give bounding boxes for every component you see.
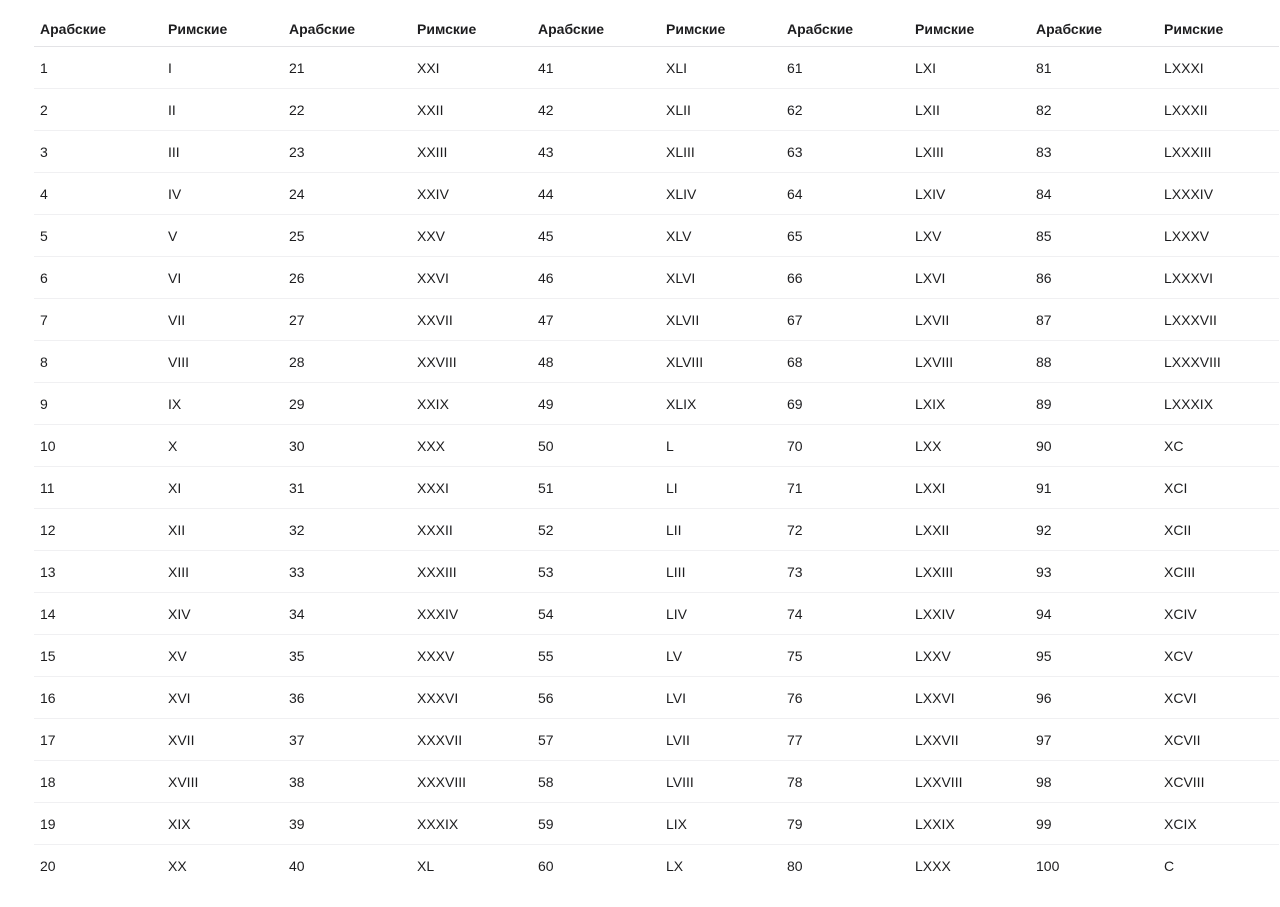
arabic-number-cell: 17: [34, 719, 162, 761]
table-row: [34, 635, 1279, 677]
table-row: [34, 173, 1279, 215]
arabic-number-cell: 33: [283, 551, 411, 593]
column-header-roman: Римские: [909, 12, 1030, 47]
arabic-number-cell: 55: [532, 635, 660, 677]
arabic-number-cell: 88: [1030, 341, 1158, 383]
arabic-number-cell: 61: [781, 47, 909, 89]
roman-numeral-cell: XLI: [660, 47, 781, 89]
roman-numeral-cell: VI: [162, 257, 283, 299]
roman-numeral-cell: XCVII: [1158, 719, 1279, 761]
arabic-number-cell: 13: [34, 551, 162, 593]
roman-numeral-cell: XIV: [162, 593, 283, 635]
arabic-number-cell: 93: [1030, 551, 1158, 593]
arabic-number-cell: 6: [34, 257, 162, 299]
arabic-number-cell: 35: [283, 635, 411, 677]
arabic-number-cell: 42: [532, 89, 660, 131]
arabic-number-cell: 71: [781, 467, 909, 509]
arabic-number-cell: 39: [283, 803, 411, 845]
table-body: [34, 47, 1279, 887]
arabic-number-cell: 67: [781, 299, 909, 341]
arabic-number-cell: 84: [1030, 173, 1158, 215]
roman-numeral-cell: LXXIX: [909, 803, 1030, 845]
roman-numeral-cell: LXXXIX: [1158, 383, 1279, 425]
arabic-number-cell: 68: [781, 341, 909, 383]
roman-numeral-cell: II: [162, 89, 283, 131]
arabic-number-cell: 15: [34, 635, 162, 677]
arabic-number-cell: 34: [283, 593, 411, 635]
table-row: [34, 845, 1279, 887]
arabic-number-cell: 78: [781, 761, 909, 803]
roman-numeral-cell: XXX: [411, 425, 532, 467]
arabic-number-cell: 38: [283, 761, 411, 803]
roman-numeral-cell: LIX: [660, 803, 781, 845]
roman-numeral-cell: XL: [417, 857, 435, 874]
column-header-roman: Римские: [411, 12, 532, 47]
roman-numeral-cell: XXXI: [411, 467, 532, 509]
roman-numeral-cell: XVI: [162, 677, 283, 719]
roman-numeral-cell: XLVII: [660, 299, 781, 341]
roman-numeral-cell: LXIX: [909, 383, 1030, 425]
arabic-number-cell: 29: [283, 383, 411, 425]
roman-numeral-cell: C: [1164, 857, 1175, 874]
arabic-number-cell: 30: [283, 425, 411, 467]
arabic-number-cell: 31: [283, 467, 411, 509]
column-header-roman: Римские: [1158, 12, 1279, 47]
roman-numeral-cell: XLIII: [660, 131, 781, 173]
arabic-number-cell: 22: [283, 89, 411, 131]
column-header-arabic: Арабские: [532, 12, 660, 47]
arabic-number-cell: 28: [283, 341, 411, 383]
roman-numeral-cell: XXVI: [411, 257, 532, 299]
roman-numeral-cell: LVIII: [660, 761, 781, 803]
arabic-number-cell: 50: [532, 425, 660, 467]
roman-numeral-cell: XXII: [411, 89, 532, 131]
roman-numeral-cell: XX: [168, 857, 187, 874]
roman-numeral-cell: XLVI: [660, 257, 781, 299]
arabic-number-cell: 26: [283, 257, 411, 299]
arabic-number-cell: 37: [283, 719, 411, 761]
roman-numeral-cell: LXXX: [915, 857, 951, 874]
roman-numeral-cell: XLII: [660, 89, 781, 131]
arabic-number-cell: 21: [283, 47, 411, 89]
arabic-number-cell: 57: [532, 719, 660, 761]
roman-numeral-cell: XXXII: [411, 509, 532, 551]
roman-numeral-cell: LXXVI: [909, 677, 1030, 719]
arabic-number-cell: 7: [34, 299, 162, 341]
arabic-number-cell: 3: [34, 131, 162, 173]
arabic-number-cell: 47: [532, 299, 660, 341]
roman-numeral-cell: XC: [1158, 425, 1279, 467]
roman-numeral-cell: XVII: [162, 719, 283, 761]
arabic-number-cell: 87: [1030, 299, 1158, 341]
roman-numeral-cell: LXXXVIII: [1158, 341, 1279, 383]
roman-numeral-cell: LXXXI: [1158, 47, 1279, 89]
arabic-number-cell: 98: [1030, 761, 1158, 803]
roman-numeral-cell: LII: [660, 509, 781, 551]
arabic-number-cell: 5: [34, 215, 162, 257]
column-header-arabic: Арабские: [781, 12, 909, 47]
roman-numeral-cell: X: [162, 425, 283, 467]
arabic-number-cell: 49: [532, 383, 660, 425]
table-row: [34, 131, 1279, 173]
roman-numeral-cell: LXXVIII: [909, 761, 1030, 803]
roman-numeral-cell: LIV: [660, 593, 781, 635]
arabic-number-cell: 100: [1036, 857, 1060, 874]
roman-numeral-cell: XXIII: [411, 131, 532, 173]
roman-numeral-cell: VII: [162, 299, 283, 341]
column-header-roman: Римские: [660, 12, 781, 47]
roman-numeral-cell: XVIII: [162, 761, 283, 803]
column-header-arabic: Арабские: [283, 12, 411, 47]
roman-numeral-cell: XXVII: [411, 299, 532, 341]
arabic-number-cell: 73: [781, 551, 909, 593]
roman-numeral-cell: LXXII: [909, 509, 1030, 551]
table-row: [34, 47, 1279, 89]
arabic-number-cell: 59: [532, 803, 660, 845]
roman-numeral-cell: XXI: [411, 47, 532, 89]
roman-numeral-cell: LXII: [909, 89, 1030, 131]
arabic-number-cell: 66: [781, 257, 909, 299]
roman-numeral-cell: LIII: [660, 551, 781, 593]
table-row: [34, 341, 1279, 383]
arabic-number-cell: 40: [289, 857, 305, 874]
arabic-number-cell: 20: [40, 857, 56, 874]
table-row: [34, 761, 1279, 803]
arabic-number-cell: 16: [34, 677, 162, 719]
roman-numeral-cell: XII: [162, 509, 283, 551]
roman-numeral-cell: LXXXIII: [1158, 131, 1279, 173]
table-row: [34, 593, 1279, 635]
table-row: [34, 425, 1279, 467]
column-header-arabic: Арабские: [1030, 12, 1158, 47]
roman-numeral-cell: III: [162, 131, 283, 173]
arabic-number-cell: 99: [1030, 803, 1158, 845]
roman-numeral-cell: XLV: [660, 215, 781, 257]
roman-numeral-cell: VIII: [162, 341, 283, 383]
roman-numeral-cell: XXXVIII: [411, 761, 532, 803]
arabic-number-cell: 12: [34, 509, 162, 551]
arabic-number-cell: 24: [283, 173, 411, 215]
arabic-number-cell: 41: [532, 47, 660, 89]
roman-numeral-cell: LXVIII: [909, 341, 1030, 383]
arabic-number-cell: 86: [1030, 257, 1158, 299]
roman-numeral-cell: LXIII: [909, 131, 1030, 173]
table-row: [34, 89, 1279, 131]
roman-numeral-cell: LXXIII: [909, 551, 1030, 593]
roman-numerals-table-container: [34, 12, 1246, 886]
roman-numeral-cell: XXXIII: [411, 551, 532, 593]
arabic-number-cell: 27: [283, 299, 411, 341]
table-row: [34, 215, 1279, 257]
roman-numeral-cell: XLIX: [660, 383, 781, 425]
arabic-number-cell: 23: [283, 131, 411, 173]
roman-numeral-cell: XI: [162, 467, 283, 509]
roman-numeral-cell: XXVIII: [411, 341, 532, 383]
arabic-number-cell: 83: [1030, 131, 1158, 173]
roman-numeral-cell: XXXIV: [411, 593, 532, 635]
arabic-number-cell: 53: [532, 551, 660, 593]
roman-numeral-cell: IX: [162, 383, 283, 425]
roman-numeral-cell: XCIX: [1158, 803, 1279, 845]
roman-numeral-cell: LXXXII: [1158, 89, 1279, 131]
arabic-number-cell: 1: [34, 47, 162, 89]
arabic-number-cell: 58: [532, 761, 660, 803]
roman-numeral-cell: LXXXV: [1158, 215, 1279, 257]
arabic-number-cell: 64: [781, 173, 909, 215]
arabic-number-cell: 95: [1030, 635, 1158, 677]
table-row: [34, 719, 1279, 761]
arabic-number-cell: 91: [1030, 467, 1158, 509]
table-row: [34, 803, 1279, 845]
roman-numeral-cell: XCII: [1158, 509, 1279, 551]
arabic-number-cell: 52: [532, 509, 660, 551]
roman-numeral-cell: LXIV: [909, 173, 1030, 215]
arabic-number-cell: 82: [1030, 89, 1158, 131]
roman-numeral-cell: XCIII: [1158, 551, 1279, 593]
roman-numeral-cell: XCIV: [1158, 593, 1279, 635]
arabic-number-cell: 89: [1030, 383, 1158, 425]
arabic-number-cell: 80: [787, 857, 803, 874]
arabic-number-cell: 14: [34, 593, 162, 635]
roman-numeral-cell: LX: [666, 857, 684, 874]
roman-numeral-cell: XIII: [162, 551, 283, 593]
roman-numeral-cell: LVII: [660, 719, 781, 761]
roman-numeral-cell: XXXIX: [411, 803, 532, 845]
roman-numeral-cell: LXXVII: [909, 719, 1030, 761]
arabic-number-cell: 45: [532, 215, 660, 257]
arabic-number-cell: 74: [781, 593, 909, 635]
roman-numeral-cell: XV: [162, 635, 283, 677]
arabic-number-cell: 70: [781, 425, 909, 467]
arabic-number-cell: 46: [532, 257, 660, 299]
arabic-number-cell: 9: [34, 383, 162, 425]
arabic-number-cell: 18: [34, 761, 162, 803]
arabic-number-cell: 60: [538, 857, 554, 874]
roman-numeral-cell: LXXXVII: [1158, 299, 1279, 341]
arabic-number-cell: 2: [34, 89, 162, 131]
arabic-number-cell: 56: [532, 677, 660, 719]
arabic-number-cell: 77: [781, 719, 909, 761]
arabic-number-cell: 65: [781, 215, 909, 257]
roman-numeral-cell: XXXVI: [411, 677, 532, 719]
roman-numeral-cell: LXVI: [909, 257, 1030, 299]
arabic-number-cell: 51: [532, 467, 660, 509]
arabic-number-cell: 19: [34, 803, 162, 845]
roman-numeral-cell: LXXV: [909, 635, 1030, 677]
roman-numeral-cell: LXI: [909, 47, 1030, 89]
arabic-number-cell: 36: [283, 677, 411, 719]
table-row: [34, 677, 1279, 719]
table-row: [34, 509, 1279, 551]
roman-numeral-cell: XXXVII: [411, 719, 532, 761]
arabic-number-cell: 90: [1030, 425, 1158, 467]
roman-numeral-cell: XLVIII: [660, 341, 781, 383]
arabic-number-cell: 72: [781, 509, 909, 551]
roman-numeral-cell: XXV: [411, 215, 532, 257]
table-row: [34, 383, 1279, 425]
roman-numeral-cell: XXXV: [411, 635, 532, 677]
arabic-number-cell: 94: [1030, 593, 1158, 635]
roman-numeral-cell: XXIV: [411, 173, 532, 215]
arabic-number-cell: 62: [781, 89, 909, 131]
roman-numeral-cell: LXXXIV: [1158, 173, 1279, 215]
arabic-number-cell: 11: [34, 467, 162, 509]
roman-numeral-cell: IV: [162, 173, 283, 215]
table-row: [34, 257, 1279, 299]
roman-numeral-cell: I: [162, 47, 283, 89]
roman-numeral-cell: LVI: [660, 677, 781, 719]
column-header-arabic: Арабские: [34, 12, 162, 47]
arabic-number-cell: 96: [1030, 677, 1158, 719]
arabic-number-cell: 75: [781, 635, 909, 677]
roman-numeral-cell: LI: [660, 467, 781, 509]
roman-numeral-cell: LXXI: [909, 467, 1030, 509]
arabic-number-cell: 4: [34, 173, 162, 215]
roman-numeral-cell: XXIX: [411, 383, 532, 425]
arabic-number-cell: 97: [1030, 719, 1158, 761]
arabic-number-cell: 63: [781, 131, 909, 173]
arabic-number-cell: 76: [781, 677, 909, 719]
roman-numeral-cell: XCV: [1158, 635, 1279, 677]
roman-numeral-cell: LXX: [909, 425, 1030, 467]
roman-numeral-cell: XCVIII: [1158, 761, 1279, 803]
table-row: [34, 467, 1279, 509]
roman-numerals-table: [34, 12, 1279, 886]
roman-numeral-cell: L: [660, 425, 781, 467]
arabic-number-cell: 92: [1030, 509, 1158, 551]
roman-numeral-cell: LXVII: [909, 299, 1030, 341]
roman-numeral-cell: XLIV: [660, 173, 781, 215]
roman-numeral-cell: XIX: [162, 803, 283, 845]
arabic-number-cell: 44: [532, 173, 660, 215]
table-header-row: [34, 12, 1279, 47]
arabic-number-cell: 10: [34, 425, 162, 467]
arabic-number-cell: 85: [1030, 215, 1158, 257]
table-row: [34, 299, 1279, 341]
arabic-number-cell: 32: [283, 509, 411, 551]
arabic-number-cell: 54: [532, 593, 660, 635]
roman-numeral-cell: LXXIV: [909, 593, 1030, 635]
column-header-roman: Римские: [162, 12, 283, 47]
arabic-number-cell: 69: [781, 383, 909, 425]
roman-numeral-cell: LXXXVI: [1158, 257, 1279, 299]
roman-numeral-cell: LXV: [909, 215, 1030, 257]
arabic-number-cell: 8: [34, 341, 162, 383]
arabic-number-cell: 25: [283, 215, 411, 257]
roman-numeral-cell: LV: [660, 635, 781, 677]
roman-numeral-cell: V: [162, 215, 283, 257]
arabic-number-cell: 79: [781, 803, 909, 845]
roman-numeral-cell: XCVI: [1158, 677, 1279, 719]
arabic-number-cell: 43: [532, 131, 660, 173]
roman-numeral-cell: XCI: [1158, 467, 1279, 509]
arabic-number-cell: 48: [532, 341, 660, 383]
arabic-number-cell: 81: [1030, 47, 1158, 89]
table-row: [34, 551, 1279, 593]
